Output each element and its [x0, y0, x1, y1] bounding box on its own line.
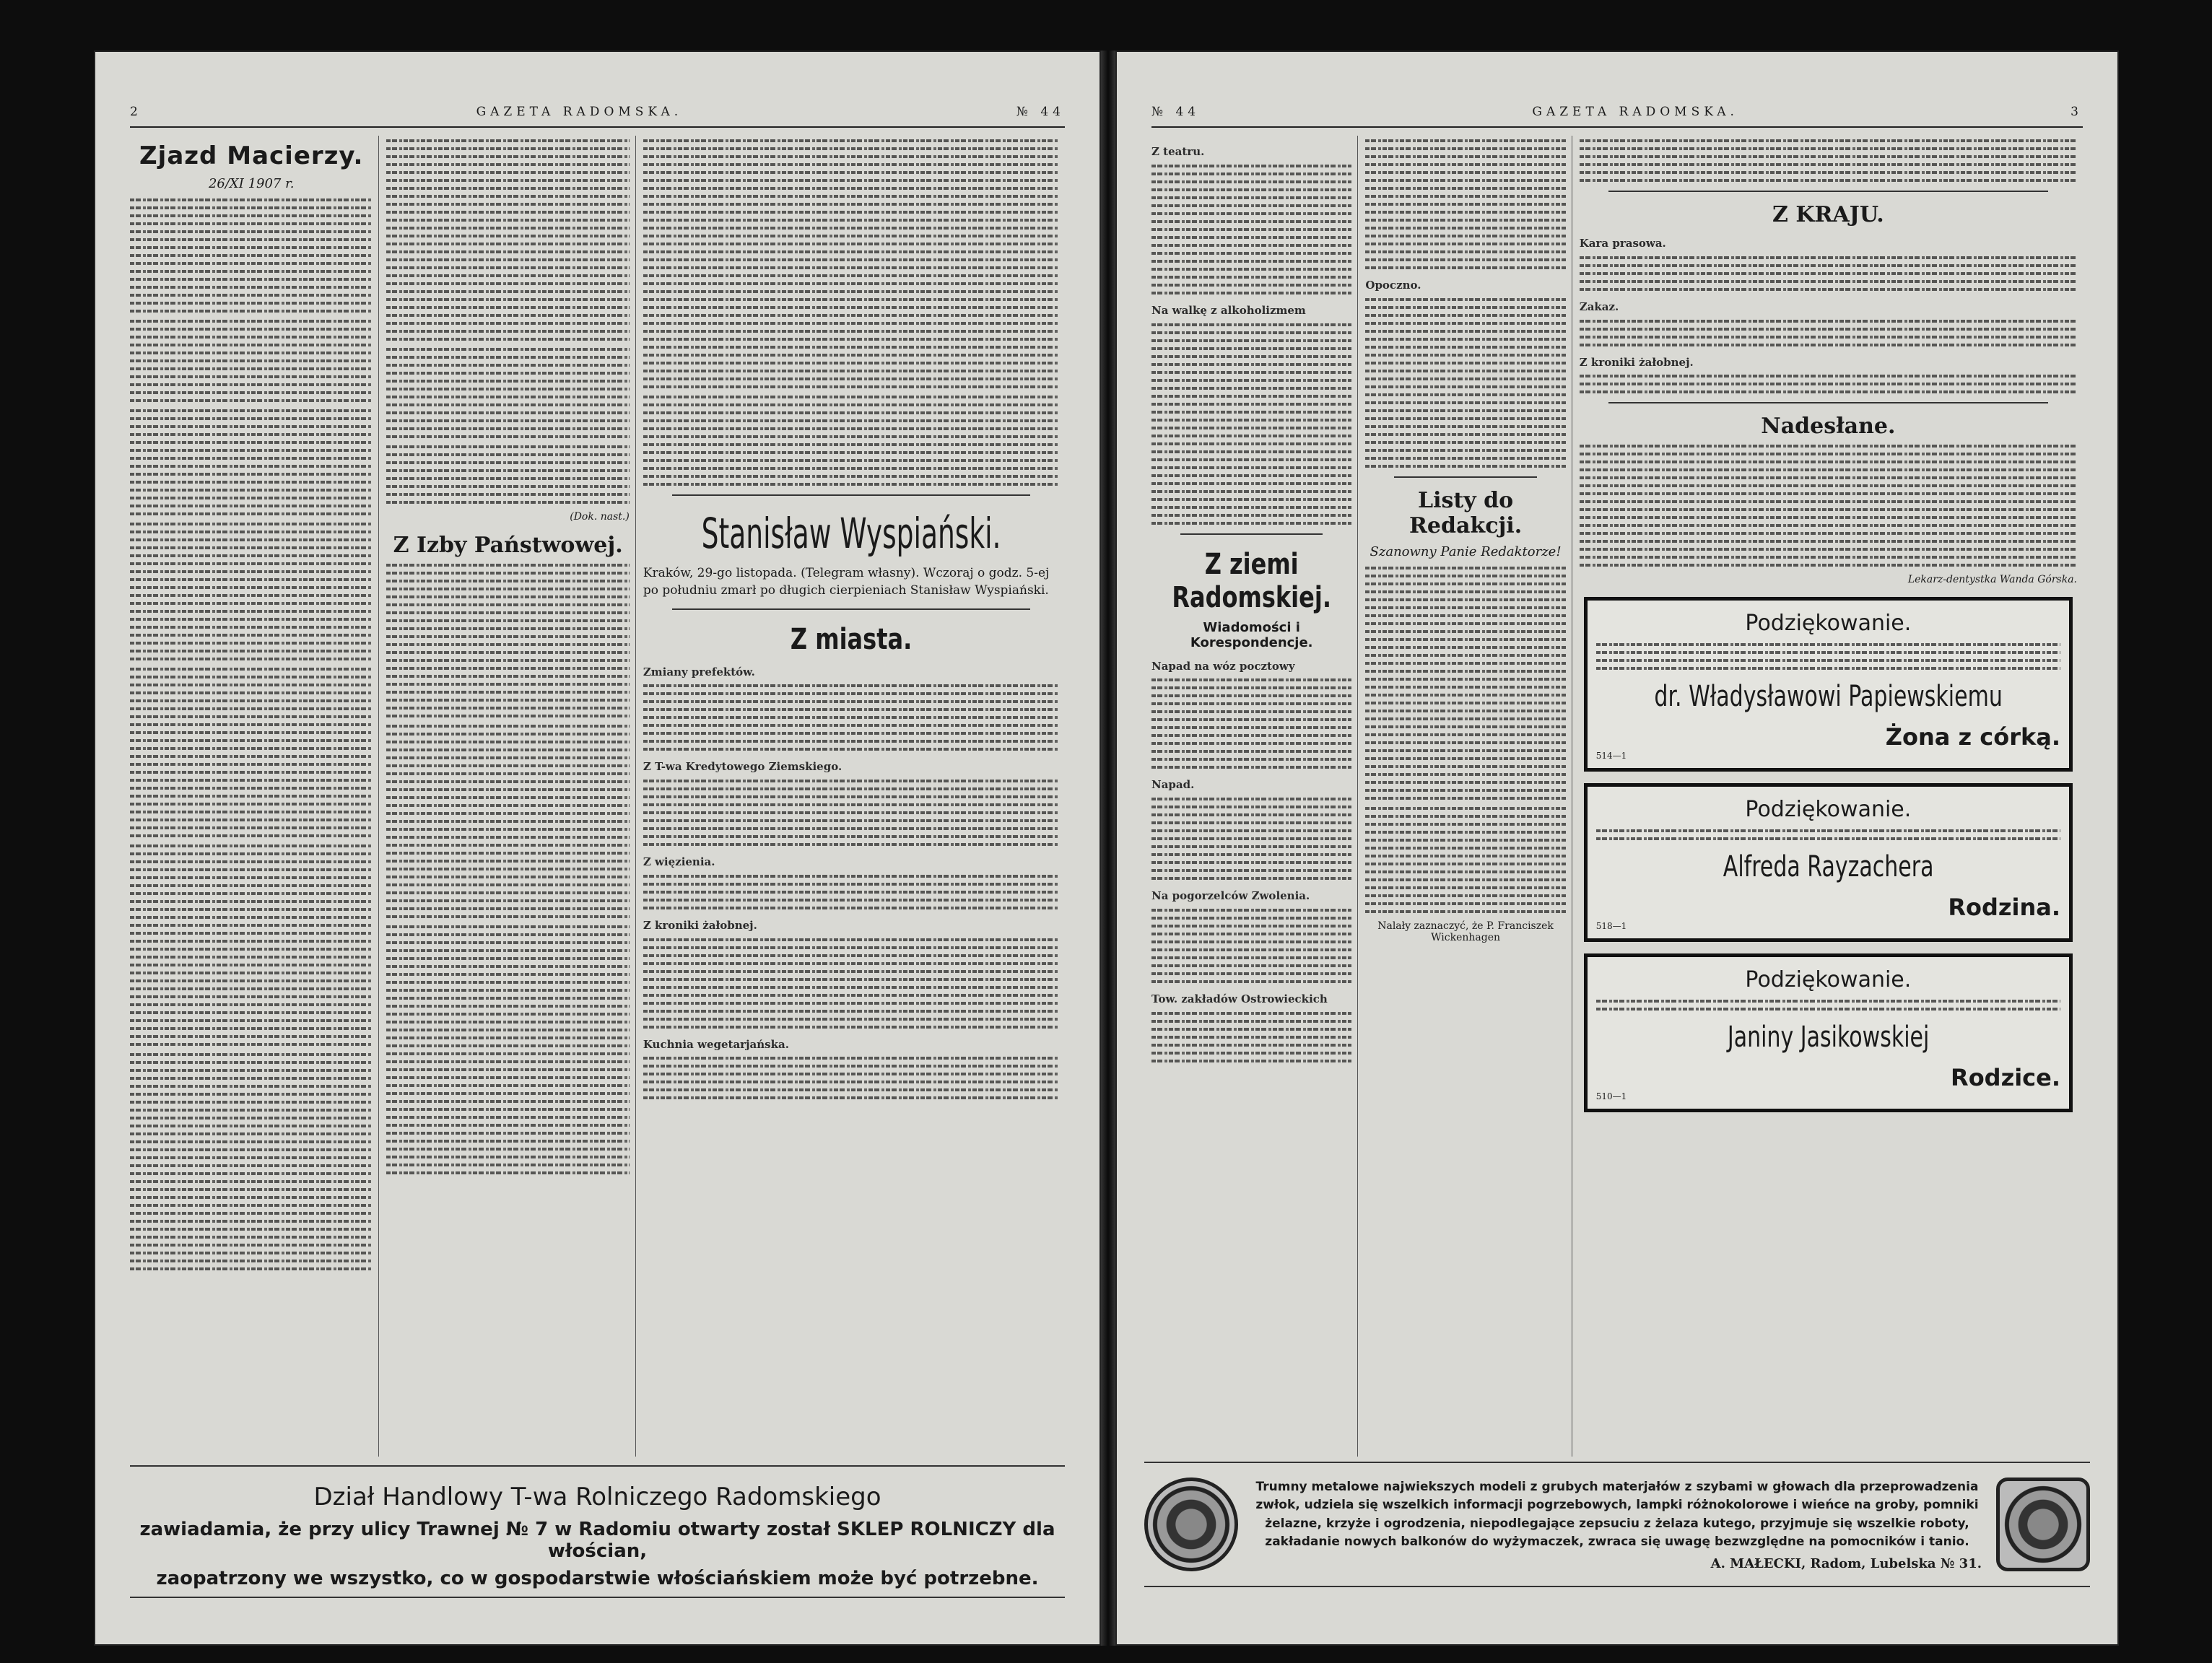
item-heading: Kara prasowa. [1579, 237, 1666, 250]
news-items [1151, 143, 1351, 525]
item-heading: Na walkę z alkoholizmem [1151, 303, 1306, 317]
page-header [1151, 97, 2083, 128]
columns [1151, 136, 2083, 1457]
item-heading: Kuchnia wegetarjańska. [643, 1037, 789, 1051]
news-items [1151, 658, 1351, 1062]
page-number: 3 [2071, 105, 2083, 119]
ad-signature: A. MAŁECKI, Radom, Lubelska № 31. [1710, 1555, 1982, 1571]
column-1 [1151, 136, 1358, 1457]
page-number: 2 [130, 105, 142, 119]
column-3 [643, 136, 1065, 1457]
right-page [1115, 51, 2119, 1646]
ad-closing: Żona z córką. [1885, 723, 2060, 751]
ad-name: dr. Władysławowi Papiewskiemu [1654, 680, 2003, 714]
emblem-icon [1996, 1478, 2090, 1571]
ad-number: 518—1 [1595, 921, 1627, 932]
section-title: Z KRAJU. [1772, 202, 1884, 227]
ad-text: Trumny metalowe najwiekszych modeli z grubych materjałów z szybami w głowach dla przeprowadzenia zwłok, udziela się wszelkich informacji pogrzebowych, lampki różnokolorowe i wieńce na groby, pomniki żelazne, krzyże i ogrodzenia, niepodlegające zepsuciu z żelaza kutego, przyjmuje się wszelkie roboty, zakładanie nowych balkonów do wyżymaczek, zwraca się uwagę bezwzględne na pomocników i tanio. [1255, 1479, 1979, 1549]
article-body-continued [386, 139, 629, 504]
article-title: Stanisław Wyspiański. [701, 509, 1001, 558]
item-heading: Opoczno. [1365, 279, 1421, 292]
ad-line: zaopatrzony we wszystko, co w gospodarstwie włościańskiem może być potrzebne. [156, 1568, 1039, 1589]
letter-greeting: Szanowny Panie Redaktorze! [1370, 544, 1562, 559]
news-items [1365, 139, 1565, 468]
article-title: Z Izby Państwowej. [393, 533, 623, 558]
item-heading: Tow. zakładów Ostrowieckich [1151, 992, 1328, 1005]
ad-line: zawiadamia, że przy ulicy Trawnej № 7 w Radomiu otwarty został SKLEP ROLNICZY dla włościan, [139, 1519, 1055, 1562]
masthead: GAZETA RADOMSKA. [1532, 105, 1738, 119]
article-body [386, 564, 629, 1174]
column-3 [1580, 136, 2083, 1457]
item-heading: Zakaz. [1579, 300, 1619, 313]
section-title: Nadesłane. [1761, 414, 1896, 440]
gutter [1101, 51, 1115, 1646]
letter-note: Nalały zaznaczyć, że P. Franciszek Wickenhagen [1377, 920, 1554, 943]
item-heading: Z T-wa Kredytowego Ziemskiego. [643, 760, 842, 774]
masthead: GAZETA RADOMSKA. [476, 105, 683, 119]
column-1 [130, 136, 379, 1457]
ad-headline: Dział Handlowy T-wa Rolniczego Radomskiego [313, 1483, 881, 1511]
ad-title: Podziękowanie. [1745, 797, 1912, 823]
article-body-continued [643, 139, 1059, 486]
ad-closing: Rodzice. [1951, 1064, 2060, 1092]
section-title: Listy do Redakcji. [1408, 487, 1523, 538]
article-date: 26/XI 1907 r. [208, 176, 295, 191]
article-body [643, 663, 1059, 1100]
left-page [94, 51, 1101, 1646]
item-heading: Z teatru. [1151, 145, 1205, 158]
columns [130, 136, 1065, 1457]
ad-number: 514—1 [1595, 751, 1627, 761]
section-subtitle: Wiadomości i Korespondencje. [1190, 619, 1313, 650]
ad-name: Janiny Jasikowskiej [1727, 1021, 1930, 1055]
article-title: Zjazd Macierzy. [139, 141, 364, 170]
ad-title: Podziękowanie. [1745, 611, 1912, 637]
item-heading: Z więzienia. [643, 855, 715, 869]
item-heading: Na pogorzelców Zwolenia. [1151, 889, 1310, 902]
thank-you-ad [1584, 597, 2073, 772]
article-body [130, 198, 373, 1270]
letter-body [1365, 567, 1565, 913]
article-lead: Kraków, 29-go listopada. (Telegram własny). Wczoraj o godz. 5-ej po południu zmarł po długich cierpieniach Stanisław Wyspiański. [643, 566, 1050, 598]
column-2 [1365, 136, 1572, 1457]
column-2 [386, 136, 635, 1457]
item-heading: Napad. [1151, 778, 1195, 792]
signature: Lekarz-dentystka Wanda Górska. [1907, 574, 2077, 586]
issue-number: № 44 [1016, 105, 1065, 119]
thank-you-ad [1584, 783, 2073, 942]
section-title: Z ziemi Radomskiej. [1172, 547, 1331, 614]
news-items [1580, 235, 2077, 393]
continuation-note: (Dok. nast.) [570, 511, 630, 523]
advertisement [1144, 1462, 2090, 1587]
issue-number: № 44 [1151, 105, 1201, 119]
item-heading: Z kroniki żałobnej. [643, 918, 757, 932]
ad-number: 510—1 [1595, 1091, 1627, 1102]
ad-closing: Rodzina. [1948, 894, 2060, 922]
ad-title: Podziękowanie. [1745, 967, 1912, 993]
page-header [130, 97, 1065, 128]
thank-you-ad [1584, 953, 2073, 1112]
nadeslane-body [1580, 445, 2077, 567]
item-heading: Z kroniki żałobnej. [1579, 355, 1694, 369]
item-heading: Zmiany prefektów. [643, 665, 755, 678]
ad-name: Alfreda Rayzachera [1723, 850, 1934, 884]
section-title: Z miasta. [790, 622, 913, 656]
advertisement [130, 1465, 1065, 1598]
seal-icon [1144, 1478, 1238, 1571]
item-heading: Napad na wóz pocztowy [1151, 659, 1295, 673]
news-items [1580, 139, 2077, 182]
